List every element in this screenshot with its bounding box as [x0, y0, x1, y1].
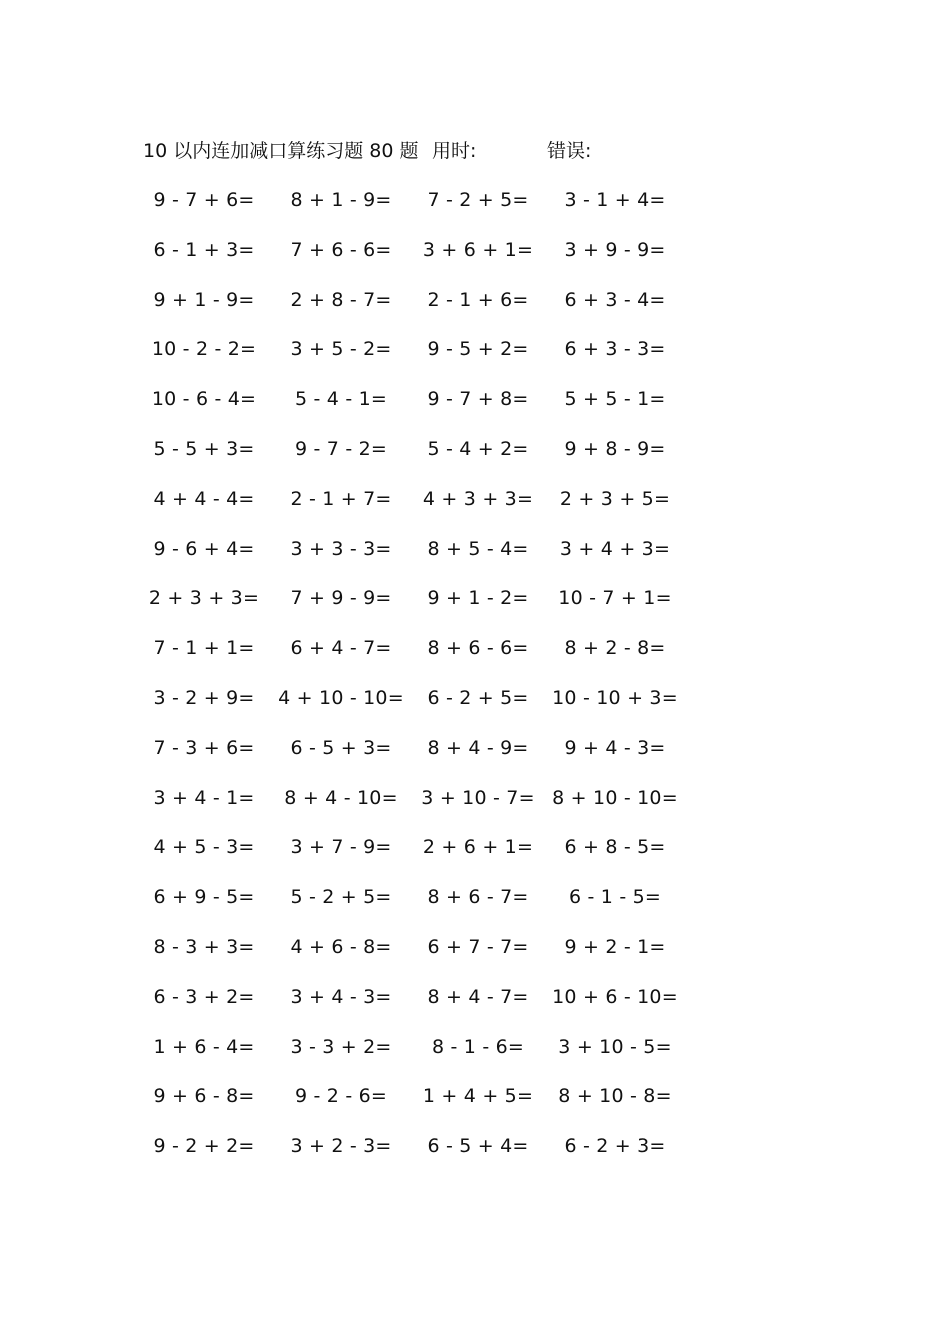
- problem-item: 3 - 3 + 2=: [290, 1035, 392, 1058]
- problem-item: 3 + 4 + 3=: [559, 537, 671, 560]
- problem-item: 10 - 6 - 4=: [151, 388, 257, 411]
- problem-item: 6 - 2 + 5=: [427, 686, 529, 709]
- problem-item: 3 + 9 - 9=: [564, 238, 666, 261]
- problem-item: 6 + 7 - 7=: [427, 935, 529, 958]
- problem-item: 9 + 1 - 9=: [153, 288, 255, 311]
- problem-item: 4 + 10 - 10=: [278, 686, 404, 709]
- problem-item: 4 + 4 - 4=: [153, 487, 255, 510]
- problem-item: 6 + 3 - 3=: [564, 338, 666, 361]
- problem-item: 1 + 4 + 5=: [422, 1085, 534, 1108]
- problem-item: 10 - 10 + 3=: [552, 686, 678, 709]
- problem-row: [0, 832, 950, 882]
- problem-item: 9 - 6 + 4=: [153, 537, 255, 560]
- problem-item: 8 + 1 - 9=: [290, 189, 392, 211]
- problem-item: 9 - 2 + 2=: [153, 1135, 255, 1158]
- problem-item: 7 - 2 + 5=: [427, 189, 529, 211]
- problem-item: 8 + 10 - 8=: [558, 1085, 672, 1108]
- problem-item: 9 + 4 - 3=: [564, 736, 666, 759]
- problem-item: 6 - 2 + 3=: [564, 1135, 666, 1158]
- problem-item: 8 + 4 - 7=: [427, 985, 529, 1008]
- problem-item: 3 + 5 - 2=: [290, 338, 392, 361]
- problem-item: 7 + 6 - 6=: [290, 238, 392, 261]
- problem-row: [0, 1032, 950, 1082]
- problem-item: 6 + 9 - 5=: [153, 886, 255, 909]
- problem-item: 10 - 7 + 1=: [558, 587, 672, 610]
- problem-item: 6 - 1 + 3=: [153, 238, 255, 261]
- problem-item: 6 + 4 - 7=: [290, 637, 392, 660]
- problem-item: 6 - 5 + 3=: [290, 736, 392, 759]
- problem-item: 6 + 8 - 5=: [564, 836, 666, 859]
- problem-row: [0, 384, 950, 434]
- problem-row: [0, 683, 950, 733]
- problem-item: 9 + 1 - 2=: [427, 587, 529, 610]
- problem-row: [0, 882, 950, 932]
- worksheet-title: 10 以内连加减口算练习题 80 题: [143, 140, 419, 162]
- problem-item: 3 - 2 + 9=: [153, 686, 255, 709]
- problem-item: 3 - 1 + 4=: [564, 189, 666, 211]
- problem-item: 6 + 3 - 4=: [564, 288, 666, 311]
- problem-row: [0, 434, 950, 484]
- problem-item: 4 + 3 + 3=: [422, 487, 534, 510]
- problem-item: 2 - 1 + 7=: [290, 487, 392, 510]
- problem-item: 6 - 1 - 5=: [568, 886, 662, 909]
- problem-item: 8 + 6 - 6=: [427, 637, 529, 660]
- problem-item: 8 + 5 - 4=: [427, 537, 529, 560]
- problem-item: 3 + 7 - 9=: [290, 836, 392, 859]
- problem-row: [0, 285, 950, 335]
- problem-item: 6 - 3 + 2=: [153, 985, 255, 1008]
- problem-item: 5 - 4 - 1=: [294, 388, 388, 411]
- problem-item: 4 + 6 - 8=: [290, 935, 392, 958]
- problem-item: 2 + 3 + 3=: [148, 587, 260, 610]
- problem-row: [0, 1081, 950, 1131]
- problem-item: 6 - 5 + 4=: [427, 1135, 529, 1158]
- problem-item: 9 + 2 - 1=: [564, 935, 666, 958]
- problem-item: 3 + 4 - 3=: [290, 985, 392, 1008]
- problem-item: 8 - 3 + 3=: [153, 935, 255, 958]
- problem-item: 7 - 3 + 6=: [153, 736, 255, 759]
- problem-item: 3 + 6 + 1=: [422, 238, 534, 261]
- problem-item: 2 + 3 + 5=: [559, 487, 671, 510]
- problem-item: 10 + 6 - 10=: [552, 985, 678, 1008]
- problem-row: [0, 534, 950, 584]
- problem-row: [0, 783, 950, 833]
- worksheet-header: [0, 137, 950, 165]
- problem-row: [0, 583, 950, 633]
- problem-item: 3 + 10 - 7=: [421, 786, 535, 809]
- problem-item: 3 + 10 - 5=: [558, 1035, 672, 1058]
- error-label: 错误:: [547, 140, 592, 162]
- problem-item: 2 - 1 + 6=: [427, 288, 529, 311]
- problem-item: 8 + 4 - 10=: [284, 786, 398, 809]
- problem-item: 8 + 10 - 10=: [552, 786, 678, 809]
- problem-item: 3 + 4 - 1=: [153, 786, 255, 809]
- time-label: 用时:: [432, 140, 477, 162]
- problem-item: 9 + 6 - 8=: [153, 1085, 255, 1108]
- problem-item: 9 - 2 - 6=: [294, 1085, 388, 1108]
- problem-item: 8 - 1 - 6=: [431, 1035, 525, 1058]
- problem-item: 1 + 6 - 4=: [153, 1035, 255, 1058]
- problem-item: 3 + 2 - 3=: [290, 1135, 392, 1158]
- problem-row: [0, 633, 950, 683]
- problem-item: 7 - 1 + 1=: [153, 637, 255, 660]
- problem-grid: [0, 185, 950, 1181]
- problem-item: 9 + 8 - 9=: [564, 437, 666, 460]
- problem-row: [0, 733, 950, 783]
- problem-row: [0, 982, 950, 1032]
- problem-item: 9 - 7 + 6=: [153, 189, 255, 211]
- problem-item: 5 + 5 - 1=: [564, 388, 666, 411]
- problem-item: 8 + 6 - 7=: [427, 886, 529, 909]
- problem-row: [0, 1131, 950, 1181]
- problem-item: 10 - 2 - 2=: [151, 338, 257, 361]
- problem-item: 4 + 5 - 3=: [153, 836, 255, 859]
- problem-item: 8 + 4 - 9=: [427, 736, 529, 759]
- problem-row: [0, 235, 950, 285]
- problem-item: 5 - 4 + 2=: [427, 437, 529, 460]
- problem-item: 2 + 6 + 1=: [422, 836, 534, 859]
- problem-row: [0, 484, 950, 534]
- problem-item: 9 - 5 + 2=: [427, 338, 529, 361]
- problem-row: [0, 334, 950, 384]
- problem-item: 7 + 9 - 9=: [290, 587, 392, 610]
- problem-row: [0, 932, 950, 982]
- problem-item: 9 - 7 - 2=: [294, 437, 388, 460]
- problem-item: 5 - 5 + 3=: [153, 437, 255, 460]
- problem-item: 3 + 3 - 3=: [290, 537, 392, 560]
- problem-item: 5 - 2 + 5=: [290, 886, 392, 909]
- problem-item: 2 + 8 - 7=: [290, 288, 392, 311]
- problem-item: 9 - 7 + 8=: [427, 388, 529, 411]
- problem-item: 8 + 2 - 8=: [564, 637, 666, 660]
- problem-row: [0, 185, 950, 235]
